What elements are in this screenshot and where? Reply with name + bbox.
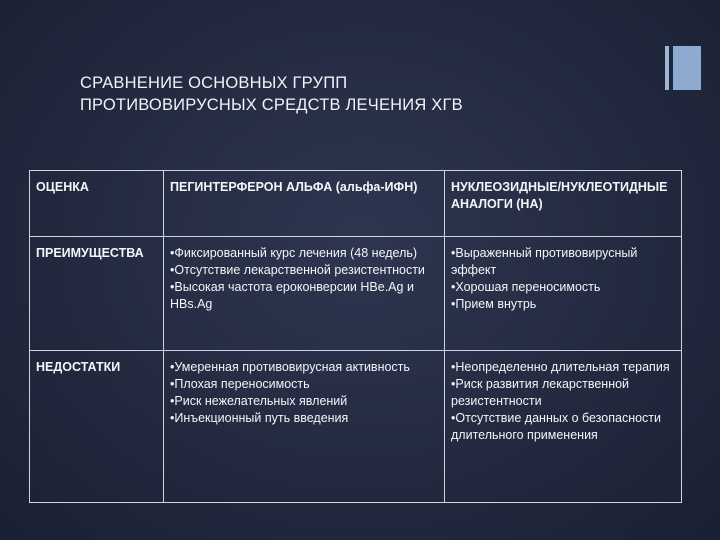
list-item: • Высокая частота ероконверсии HBe.Ag и HBs.Ag xyxy=(170,279,438,313)
list-item: • Умеренная противовирусная активность xyxy=(170,359,438,376)
header-nucleoside-analogs: НУКЛЕОЗИДНЫЕ/НУКЛЕОТИДНЫЕ АНАЛОГИ (НА) xyxy=(445,171,682,237)
disadvantages-nucleoside-analogs xyxy=(445,351,682,503)
list-item: • Плохая переносимость xyxy=(170,376,438,393)
advantages-nucleoside-analogs xyxy=(445,237,682,351)
slide-title-line2: ПРОТИВОВИРУСНЫХ СРЕДСТВ ЛЕЧЕНИЯ ХГВ xyxy=(80,96,463,114)
advantages-peginterferon xyxy=(164,237,445,351)
list-item: • Неопределенно длительная терапия xyxy=(451,359,675,376)
header-peginterferon: ПЕГИНТЕРФЕРОН АЛЬФА (альфа-ИФН) xyxy=(164,171,445,237)
slide-title xyxy=(80,72,463,116)
list-item: • Отсутствие данных о безопасности длительного применения xyxy=(451,410,675,444)
table-row-advantages xyxy=(30,237,682,351)
table-header-row xyxy=(30,171,682,237)
decorative-bar-thin xyxy=(665,46,669,90)
row-label-disadvantages: НЕДОСТАТКИ xyxy=(30,351,164,503)
list-item: • Отсутствие лекарственной резистентности xyxy=(170,262,438,279)
decorative-bars xyxy=(665,46,705,90)
disadvantages-peginterferon xyxy=(164,351,445,503)
slide-title-line1: СРАВНЕНИЕ ОСНОВНЫХ ГРУПП xyxy=(80,74,348,92)
comparison-table xyxy=(29,170,682,503)
header-criterion: ОЦЕНКА xyxy=(30,171,164,237)
list-item: • Выраженный противовирусный эффект xyxy=(451,245,675,279)
table-row-disadvantages xyxy=(30,351,682,503)
list-item: • Инъекционный путь введения xyxy=(170,410,438,427)
list-item: • Хорошая переносимость xyxy=(451,279,675,296)
list-item: • Риск развития лекарственной резистентности xyxy=(451,376,675,410)
list-item: • Прием внутрь xyxy=(451,296,675,313)
list-item: • Фиксированный курс лечения (48 недель) xyxy=(170,245,438,262)
row-label-advantages: ПРЕИМУЩЕСТВА xyxy=(30,237,164,351)
list-item: • Риск нежелательных явлений xyxy=(170,393,438,410)
decorative-bar-wide xyxy=(673,46,701,90)
